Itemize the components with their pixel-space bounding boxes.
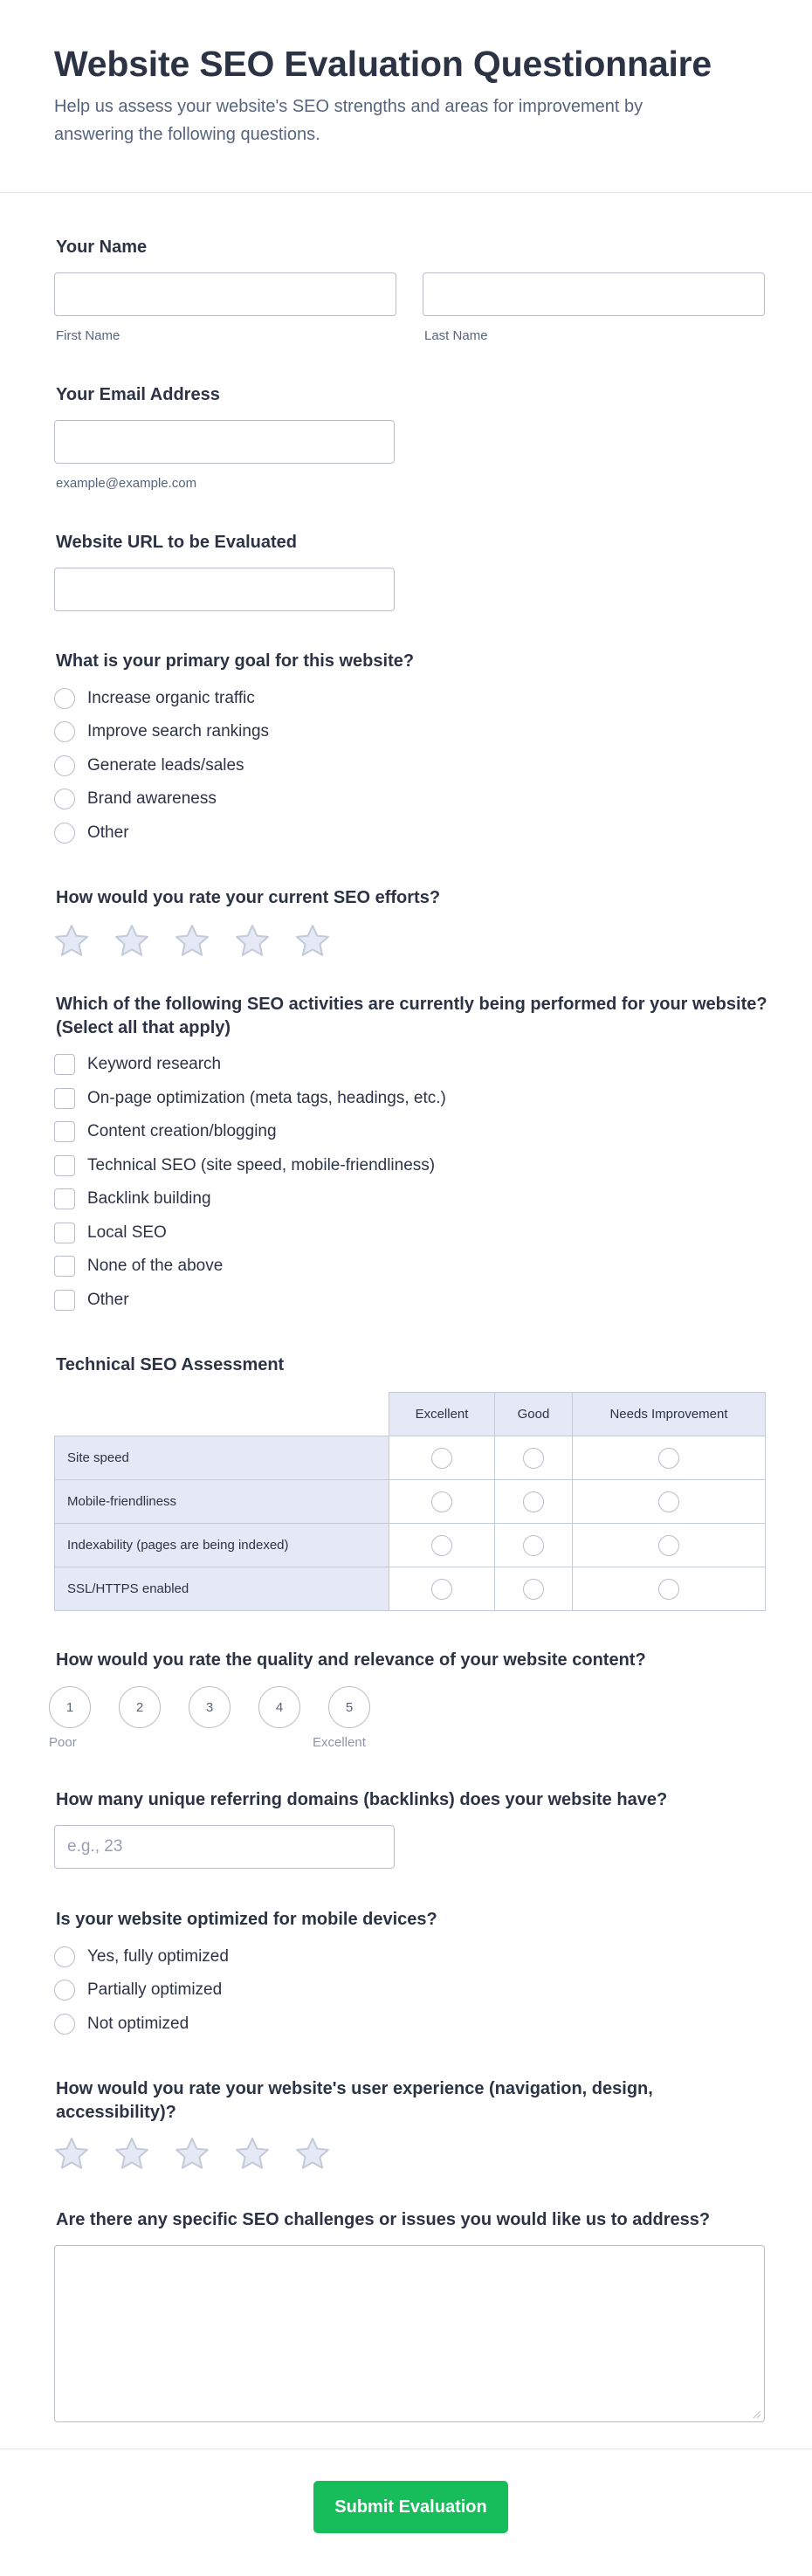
matrix-cell[interactable] bbox=[573, 1567, 766, 1611]
star-icon[interactable] bbox=[173, 2135, 211, 2173]
matrix-cell[interactable] bbox=[389, 1567, 495, 1611]
website-url-input[interactable] bbox=[54, 568, 395, 611]
activity-option-local-seo[interactable] bbox=[54, 1221, 167, 1245]
matrix-row-ssl-https: SSL/HTTPS enabled bbox=[55, 1567, 389, 1611]
option-label: Local SEO bbox=[87, 1223, 167, 1242]
submit-button[interactable]: Submit Evaluation bbox=[313, 2481, 508, 2533]
radio-button[interactable] bbox=[54, 2014, 75, 2035]
matrix-cell[interactable] bbox=[495, 1480, 573, 1524]
checkbox[interactable] bbox=[54, 1054, 75, 1075]
star-icon[interactable] bbox=[293, 2135, 332, 2173]
radio-button[interactable] bbox=[523, 1448, 544, 1469]
option-label: Partially optimized bbox=[87, 1980, 223, 1999]
primary-goal-label: What is your primary goal for this website? bbox=[56, 651, 415, 671]
option-label: None of the above bbox=[87, 1257, 224, 1275]
radio-button[interactable] bbox=[658, 1535, 679, 1556]
technical-seo-label: Technical SEO Assessment bbox=[56, 1355, 285, 1374]
goal-option-search-rankings[interactable] bbox=[54, 720, 269, 744]
backlinks-input[interactable] bbox=[54, 1825, 395, 1869]
matrix-cell[interactable] bbox=[389, 1436, 495, 1480]
matrix-row bbox=[55, 1524, 766, 1567]
matrix-row bbox=[55, 1436, 766, 1480]
star-icon[interactable] bbox=[233, 2135, 272, 2173]
matrix-column-good: Good bbox=[495, 1393, 573, 1436]
radio-button[interactable] bbox=[523, 1491, 544, 1512]
radio-button[interactable] bbox=[54, 1946, 75, 1967]
matrix-row-mobile-friendliness: Mobile-friendliness bbox=[55, 1480, 389, 1524]
email-label: Your Email Address bbox=[56, 385, 220, 404]
matrix-cell[interactable] bbox=[389, 1524, 495, 1567]
form-subtitle: Help us assess your website's SEO strengths and areas for improvement by answering the following questions. bbox=[54, 97, 643, 144]
option-label: Generate leads/sales bbox=[87, 756, 244, 775]
scale-option-5[interactable]: 5 bbox=[328, 1686, 370, 1728]
radio-button[interactable] bbox=[431, 1535, 452, 1556]
first-name-input[interactable] bbox=[54, 272, 396, 316]
radio-button[interactable] bbox=[658, 1579, 679, 1600]
goal-option-leads-sales[interactable] bbox=[54, 754, 244, 778]
checkbox[interactable] bbox=[54, 1121, 75, 1142]
radio-button[interactable] bbox=[54, 721, 75, 742]
matrix-row bbox=[55, 1567, 766, 1611]
mobile-option-fully[interactable] bbox=[54, 1945, 229, 1969]
seo-activities-label: Which of the following SEO activities are currently being performed for your website? (Select all that apply) bbox=[56, 995, 767, 1037]
activity-option-other[interactable] bbox=[54, 1288, 129, 1312]
activity-option-backlinks[interactable] bbox=[54, 1187, 211, 1211]
email-sublabel: example@example.com bbox=[56, 476, 197, 491]
radio-button[interactable] bbox=[658, 1448, 679, 1469]
scale-high-label: Excellent bbox=[313, 1735, 366, 1750]
activity-option-content[interactable] bbox=[54, 1119, 277, 1144]
goal-option-brand-awareness[interactable] bbox=[54, 787, 217, 811]
checkbox[interactable] bbox=[54, 1223, 75, 1243]
activity-option-technical[interactable] bbox=[54, 1154, 435, 1178]
option-label: Other bbox=[87, 823, 129, 842]
scale-option-2[interactable]: 2 bbox=[119, 1686, 161, 1728]
radio-button[interactable] bbox=[658, 1491, 679, 1512]
scale-option-4[interactable]: 4 bbox=[258, 1686, 300, 1728]
star-icon[interactable] bbox=[293, 922, 332, 961]
matrix-corner bbox=[55, 1393, 389, 1436]
ux-rating-stars bbox=[52, 2135, 354, 2173]
checkbox[interactable] bbox=[54, 1290, 75, 1311]
scale-option-3[interactable]: 3 bbox=[189, 1686, 231, 1728]
radio-button[interactable] bbox=[54, 755, 75, 776]
matrix-row-indexability: Indexability (pages are being indexed) bbox=[55, 1524, 389, 1567]
goal-option-other[interactable] bbox=[54, 821, 129, 845]
last-name-sublabel: Last Name bbox=[424, 328, 488, 343]
star-icon[interactable] bbox=[113, 922, 151, 961]
star-icon[interactable] bbox=[113, 2135, 151, 2173]
form-header bbox=[0, 0, 812, 193]
first-name-sublabel: First Name bbox=[56, 328, 120, 343]
radio-button[interactable] bbox=[54, 1980, 75, 2001]
form-title: Website SEO Evaluation Questionnaire bbox=[54, 44, 712, 84]
matrix-cell[interactable] bbox=[573, 1524, 766, 1567]
mobile-option-not[interactable] bbox=[54, 2012, 189, 2036]
option-label: Content creation/blogging bbox=[87, 1122, 277, 1140]
star-icon[interactable] bbox=[52, 922, 91, 961]
seo-rating-stars bbox=[52, 922, 354, 961]
checkbox[interactable] bbox=[54, 1256, 75, 1277]
star-icon[interactable] bbox=[173, 922, 211, 961]
scale-low-label: Poor bbox=[49, 1735, 77, 1750]
goal-option-organic-traffic[interactable] bbox=[54, 686, 255, 711]
website-url-label: Website URL to be Evaluated bbox=[56, 533, 297, 552]
radio-button[interactable] bbox=[431, 1448, 452, 1469]
matrix-cell[interactable] bbox=[573, 1436, 766, 1480]
matrix-row bbox=[55, 1480, 766, 1524]
option-label: Brand awareness bbox=[87, 789, 217, 808]
option-label: Other bbox=[87, 1291, 129, 1309]
radio-button[interactable] bbox=[431, 1579, 452, 1600]
checkbox[interactable] bbox=[54, 1188, 75, 1209]
option-label: Yes, fully optimized bbox=[87, 1947, 229, 1966]
radio-button[interactable] bbox=[431, 1491, 452, 1512]
option-label: Keyword research bbox=[87, 1055, 222, 1073]
activity-option-keyword-research[interactable] bbox=[54, 1052, 221, 1077]
matrix-column-excellent: Excellent bbox=[389, 1393, 495, 1436]
challenges-label: Are there any specific SEO challenges or issues you would like us to address? bbox=[56, 2210, 711, 2229]
matrix-cell[interactable] bbox=[495, 1567, 573, 1611]
option-label: On-page optimization (meta tags, headings, etc.) bbox=[87, 1089, 446, 1107]
backlinks-label: How many unique referring domains (backlinks) does your website have? bbox=[56, 1790, 668, 1809]
mobile-label: Is your website optimized for mobile devices? bbox=[56, 1910, 437, 1929]
option-label: Increase organic traffic bbox=[87, 689, 255, 707]
activity-option-on-page[interactable] bbox=[54, 1086, 446, 1111]
matrix-cell[interactable] bbox=[495, 1524, 573, 1567]
star-icon[interactable] bbox=[52, 2135, 91, 2173]
radio-button[interactable] bbox=[523, 1579, 544, 1600]
last-name-input[interactable] bbox=[423, 272, 765, 316]
matrix-cell[interactable] bbox=[389, 1480, 495, 1524]
radio-button[interactable] bbox=[523, 1535, 544, 1556]
technical-seo-matrix bbox=[54, 1392, 766, 1611]
option-label: Improve search rankings bbox=[87, 722, 270, 740]
matrix-cell[interactable] bbox=[573, 1480, 766, 1524]
matrix-cell[interactable] bbox=[495, 1436, 573, 1480]
option-label: Backlink building bbox=[87, 1189, 211, 1208]
name-label: Your Name bbox=[56, 238, 148, 257]
checkbox[interactable] bbox=[54, 1155, 75, 1176]
option-label: Technical SEO (site speed, mobile-friendliness) bbox=[87, 1156, 436, 1174]
activity-option-none[interactable] bbox=[54, 1254, 223, 1278]
checkbox[interactable] bbox=[54, 1088, 75, 1109]
mobile-option-partially[interactable] bbox=[54, 1978, 222, 2002]
content-quality-label: How would you rate the quality and relevance of your website content? bbox=[56, 1650, 646, 1670]
email-input[interactable] bbox=[54, 420, 395, 464]
radio-button[interactable] bbox=[54, 688, 75, 709]
ux-rating-label: How would you rate your website's user experience (navigation, design, accessibility)? bbox=[56, 2079, 653, 2122]
resize-grip-icon[interactable] bbox=[753, 2410, 761, 2419]
challenges-textarea[interactable] bbox=[54, 2245, 765, 2422]
matrix-row-site-speed: Site speed bbox=[55, 1436, 389, 1480]
radio-button[interactable] bbox=[54, 823, 75, 844]
content-quality-scale bbox=[49, 1686, 398, 1728]
star-icon[interactable] bbox=[233, 922, 272, 961]
matrix-column-needs-improvement: Needs Improvement bbox=[573, 1393, 766, 1436]
option-label: Not optimized bbox=[87, 2015, 189, 2033]
seo-rating-label: How would you rate your current SEO efforts? bbox=[56, 888, 441, 907]
scale-option-1[interactable]: 1 bbox=[49, 1686, 91, 1728]
radio-button[interactable] bbox=[54, 789, 75, 809]
